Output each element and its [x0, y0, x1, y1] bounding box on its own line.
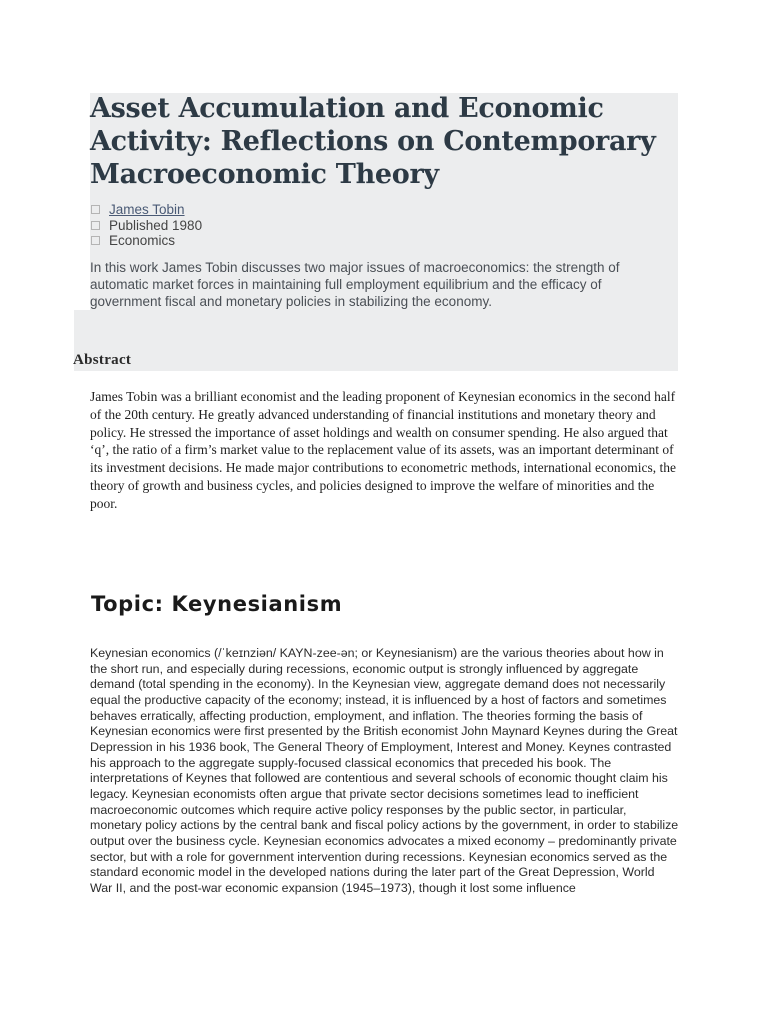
checkbox-bullet-icon — [91, 221, 100, 230]
meta-author-item — [91, 202, 202, 218]
abstract-body: James Tobin was a brilliant economist and the leading proponent of Keynesian economics in the second half of the 20th century. He greatly advanced understanding of financial institutions and monetary theory and policy. He stressed the importance of asset holdings and wealth on consumer spending. He also argued that ‘q’, the ratio of a firm’s market value to the replacement value of its assets, was an important determinant of its investment decisions. He made major contributions to econometric methods, international economics, the theory of growth and business cycles, and policies designed to improve the welfare of minorities and the poor. — [90, 389, 676, 511]
meta-published-item — [91, 218, 202, 234]
author-link[interactable]: James Tobin — [109, 202, 185, 217]
document-summary: In this work James Tobin discusses two major issues of macroeconomics: the strength of automatic market forces in maintaining full employment equilibrium and the efficacy of government fiscal and monetary policies in stabilizing the economy. — [90, 260, 620, 309]
topic-body: Keynesian economics (/ˈkeɪnziən/ KAYN-zee-ən; or Keynesianism) are the various theories about how in the short run, and especially during recessions, economic output is strongly influenced by aggregate demand (total spending in the economy). In the Keynesian view, aggregate demand does not necessarily equal the productive capacity of the economy; instead, it is influenced by a host of factors and sometimes behaves erratically, affecting production, employment, and inflation. The theories forming the basis of Keynesian economics were first presented by the British economist John Maynard Keynes during the Great Depression in his 1936 book, The General Theory of Employment, Interest and Money. Keynes contrasted his approach to the aggregate supply-focused classical economics that preceded his book. The interpretations of Keynes that followed are contentious and several schools of economic thought claim his legacy. Keynesian economists often argue that private sector decisions sometimes lead to inefficient macroeconomic outcomes which require active policy responses by the public sector, in particular, monetary policy actions by the central bank and fiscal policy actions by the government, in order to stabilize output over the business cycle. Keynesian economics advocates a mixed economy – predominantly private sector, but with a role for government intervention during recessions. Keynesian economics served as the standard economic model in the developed nations during the later part of the Great Depression, World War II, and the post-war economic expansion (1945–1973), though it lost some influence — [90, 646, 679, 895]
checkbox-bullet-icon — [91, 205, 100, 214]
document-title: Asset Accumulation and Economic Activity: Reflections on Contemporary Macroeconomic Theory — [90, 93, 656, 190]
category-label: Economics — [109, 233, 176, 248]
topic-heading: Topic: Keynesianism — [91, 592, 343, 616]
checkbox-bullet-icon — [91, 236, 100, 245]
abstract-heading: Abstract — [73, 352, 132, 368]
meta-category-item — [91, 233, 202, 249]
header-panel-extension — [74, 310, 678, 371]
document-meta-list — [91, 202, 202, 249]
published-date: Published 1980 — [109, 217, 203, 233]
